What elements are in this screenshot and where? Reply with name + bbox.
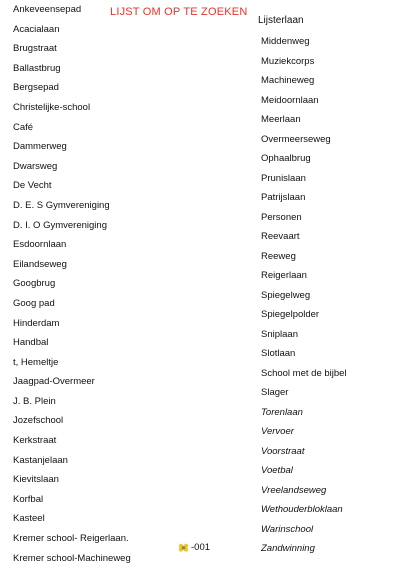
flower-icon <box>178 543 189 552</box>
list-item: Kastanjelaan <box>13 454 68 466</box>
list-item: Meidoornlaan <box>261 94 319 106</box>
list-item: Torenlaan <box>261 406 303 418</box>
list-item: Meerlaan <box>261 114 301 125</box>
list-item: Ballastbrug <box>13 62 61 74</box>
right-column-list <box>261 32 347 559</box>
list-item: D. E. S Gymvereniging <box>13 199 110 211</box>
list-item: Spiegelpolder <box>261 309 320 320</box>
list-item: Reevaart <box>261 231 300 242</box>
list-item: Ophaalbrug <box>261 153 311 164</box>
list-item: Warinschool <box>261 523 314 535</box>
page-title: LIJST OM OP TE ZOEKEN <box>110 6 248 18</box>
list-item: Overmeerseweg <box>261 133 331 145</box>
list-item: Goog pad <box>13 297 55 309</box>
list-item: Vervoer <box>261 426 294 437</box>
list-item: Kasteel <box>13 513 45 525</box>
list-item: Voetbal <box>261 465 293 476</box>
list-item: Sniplaan <box>261 328 298 340</box>
list-item: Reigerlaan <box>261 270 307 281</box>
list-item: Middenweg <box>261 36 310 47</box>
list-item: Muziekcorps <box>261 55 315 67</box>
list-item: Korfbal <box>13 493 44 505</box>
list-item: De Vecht <box>13 180 52 192</box>
list-item: Hinderdam <box>13 317 60 329</box>
list-item: Reeweg <box>261 250 296 262</box>
list-item: Jozefschool <box>13 415 64 427</box>
list-item: Esdoornlaan <box>13 239 67 251</box>
list-item: School met de bijbel <box>261 367 347 379</box>
list-item: Zandwinning <box>261 543 315 554</box>
right-column-header: Lijsterlaan <box>258 15 304 26</box>
list-item: Eilandseweg <box>13 258 67 270</box>
left-column-list <box>13 0 131 568</box>
list-item: Jaagpad-Overmeer <box>13 376 95 388</box>
list-item: Bergsepad <box>13 82 59 94</box>
list-item: Voorstraat <box>261 445 305 457</box>
list-item: Christelijke-school <box>13 101 91 113</box>
footer-page-number: -001 <box>191 542 211 553</box>
list-item: Machineweg <box>261 75 315 86</box>
list-item: D. I. O Gymvereniging <box>13 219 107 231</box>
list-item: Kremer school-Machineweg <box>13 552 131 564</box>
list-item: Kievitslaan <box>13 474 59 486</box>
list-item: t, Hemeltje <box>13 356 59 368</box>
list-item: Wethouderbloklaan <box>261 504 343 515</box>
list-item: Patrijslaan <box>261 192 306 203</box>
list-item: Handbal <box>13 337 49 349</box>
list-item: Acacialaan <box>13 23 60 35</box>
list-item: Dwarsweg <box>13 160 58 172</box>
list-item: Personen <box>261 211 302 223</box>
list-item: Slager <box>261 387 289 398</box>
list-item: Kremer school- Reigerlaan. <box>13 533 129 545</box>
list-item: J. B. Plein <box>13 395 56 407</box>
list-item: Brugstraat <box>13 43 57 55</box>
list-item: Vreelandseweg <box>261 484 327 496</box>
list-item: Ankeveensepad <box>13 4 82 15</box>
list-item: Kerkstraat <box>13 435 57 447</box>
page-footer <box>178 542 210 553</box>
list-item: Café <box>13 121 34 133</box>
list-item: Googbrug <box>13 278 56 290</box>
list-item: Prunislaan <box>261 172 306 184</box>
list-item: Dammerweg <box>13 141 67 153</box>
list-item: Slotlaan <box>261 348 296 359</box>
list-item: Spiegelweg <box>261 289 311 301</box>
